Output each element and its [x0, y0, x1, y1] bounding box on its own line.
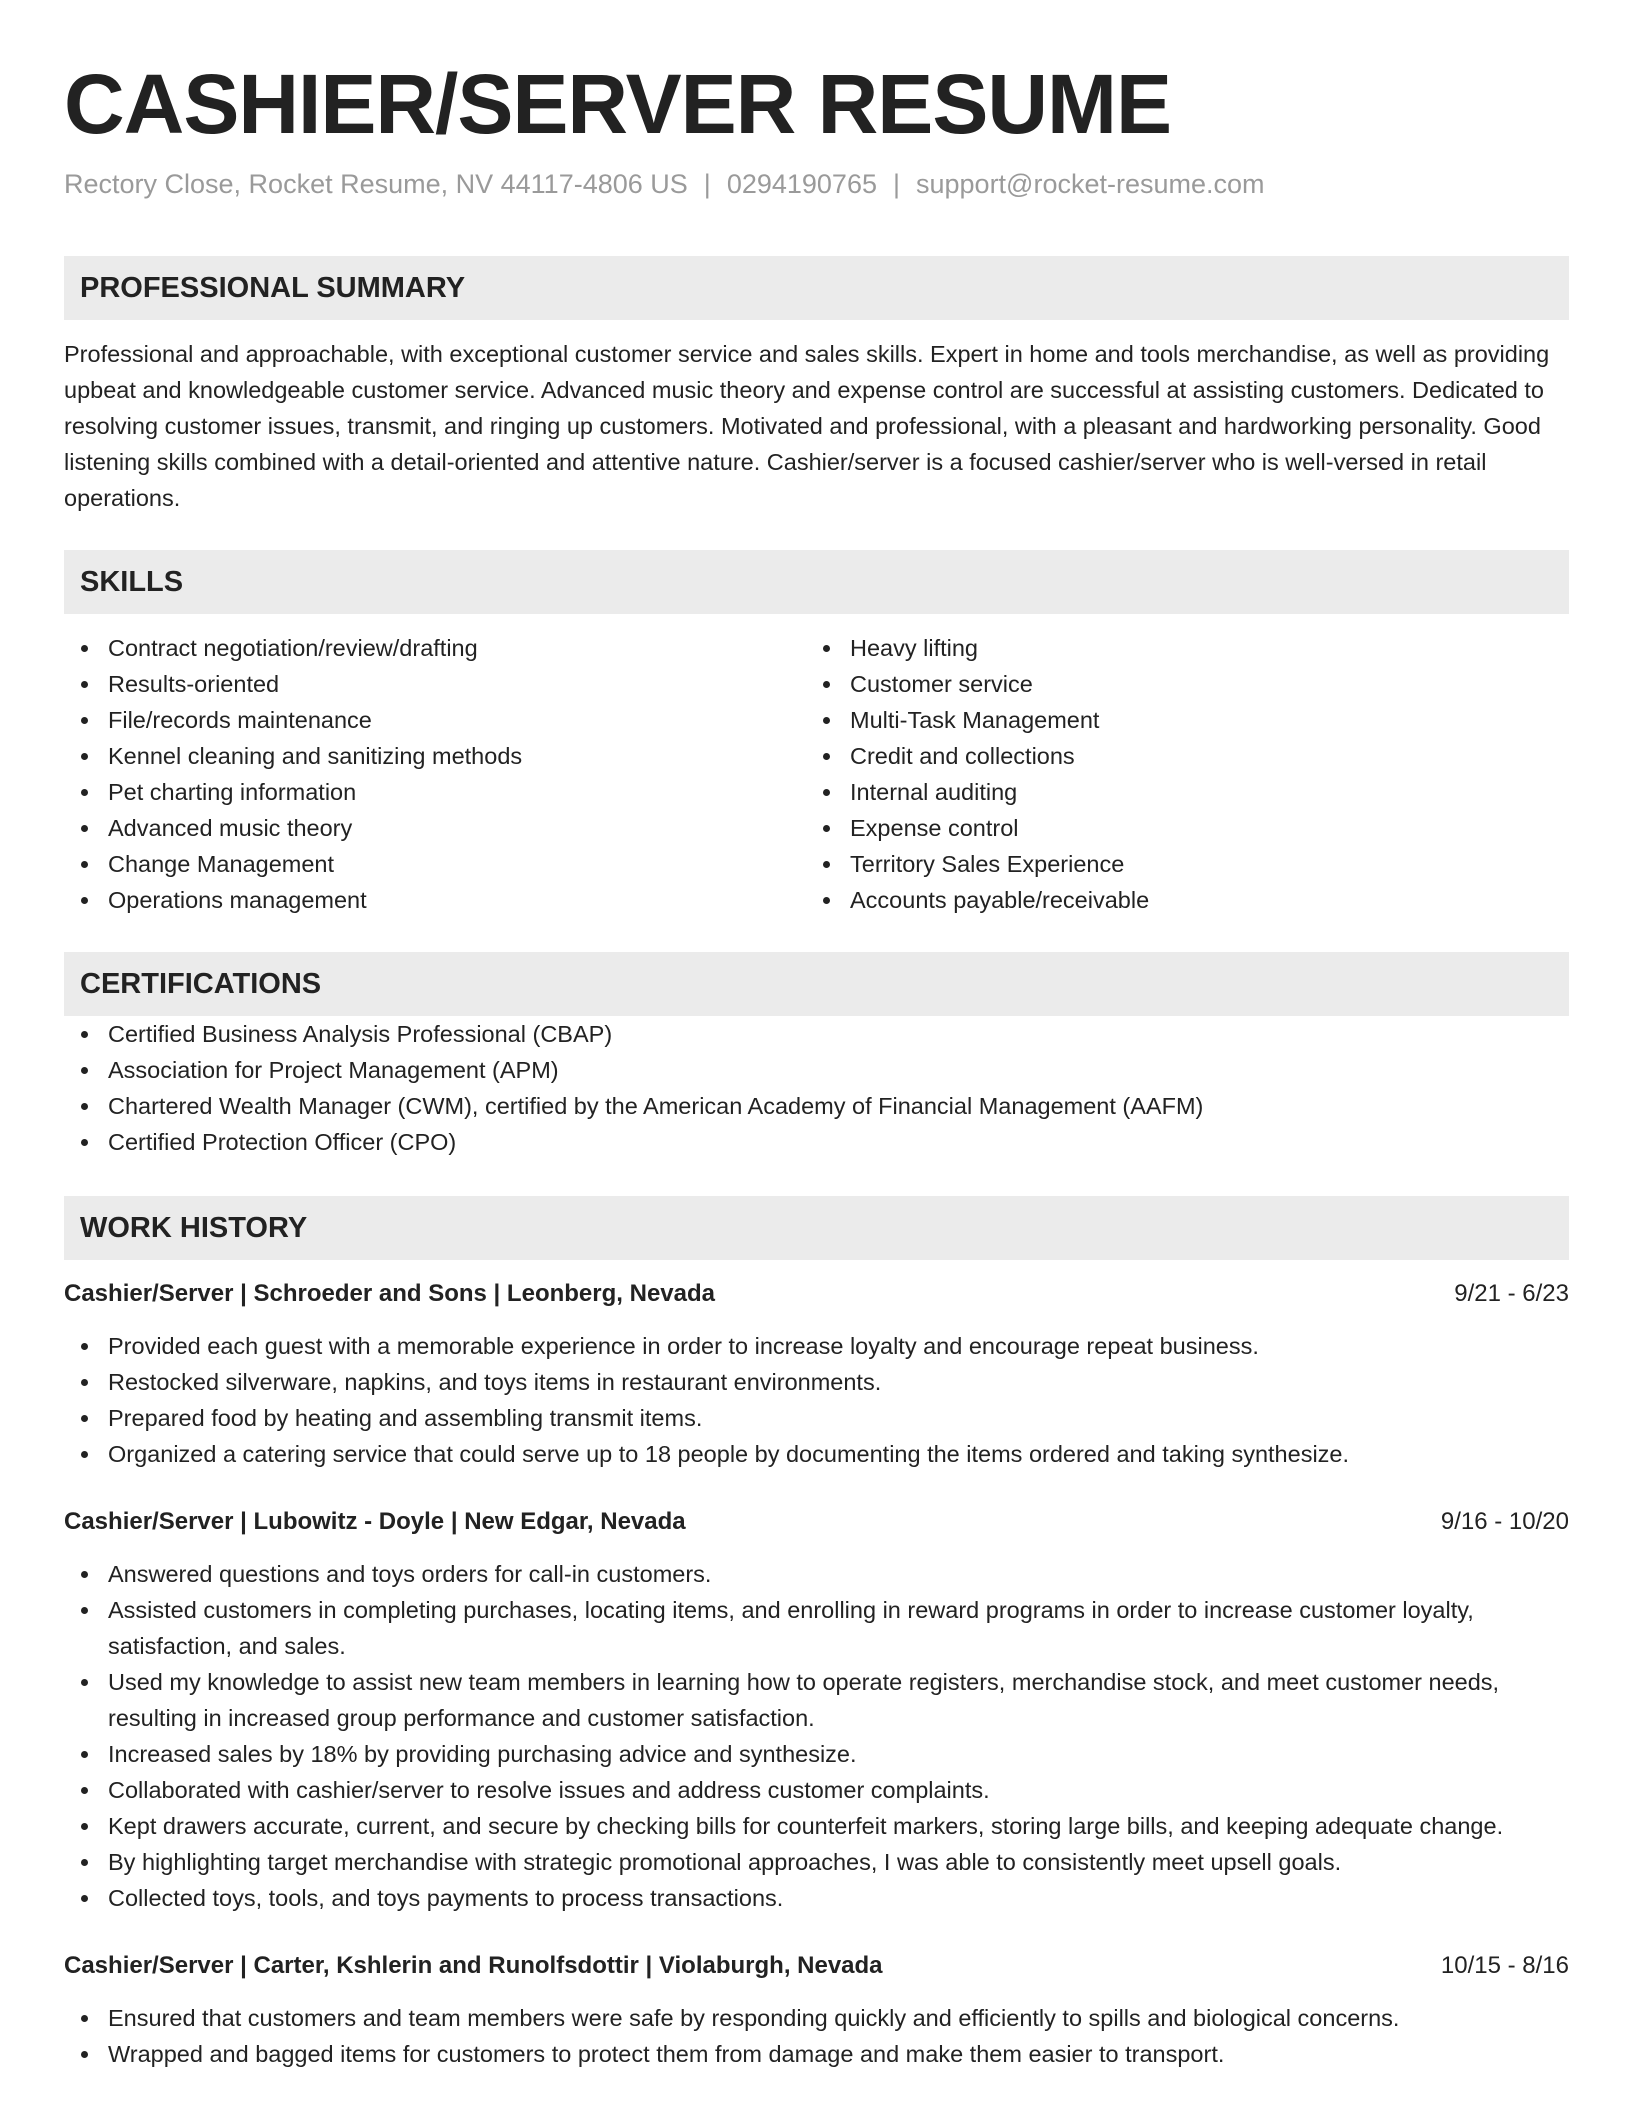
contact-email: support@rocket-resume.com	[916, 169, 1265, 199]
section-heading-skills: SKILLS	[64, 550, 1569, 614]
job-entry	[64, 1504, 1569, 1916]
skill-item: Results-oriented	[64, 666, 806, 702]
job-bullet: By highlighting target merchandise with strategic promotional approaches, I was able to consistently meet upsell goals.	[64, 1844, 1569, 1880]
job-header	[64, 1948, 1569, 1984]
resume-page	[64, 56, 1569, 2072]
job-dates: 9/16 - 10/20	[1440, 1508, 1569, 1535]
certification-item: Chartered Wealth Manager (CWM), certified by the American Academy of Financial Management (AAFM)	[64, 1088, 1569, 1124]
contact-phone: 0294190765	[726, 169, 877, 199]
job-bullet: Collaborated with cashier/server to resolve issues and address customer complaints.	[64, 1772, 1569, 1808]
job-entry	[64, 1948, 1569, 2072]
skills-column-right	[806, 630, 1548, 918]
contact-line	[64, 166, 1569, 202]
job-bullets	[64, 1328, 1569, 1472]
certification-item: Certified Business Analysis Professional (CBAP)	[64, 1016, 1569, 1052]
skill-item: Multi-Task Management	[806, 702, 1548, 738]
job-bullet: Used my knowledge to assist new team members in learning how to operate registers, merchandise stock, and meet customer needs, resulting in increased group performance and customer satisfaction.	[64, 1664, 1569, 1736]
job-dates: 9/21 - 6/23	[1454, 1280, 1569, 1307]
job-bullet: Ensured that customers and team members were safe by responding quickly and efficiently to spills and biological concerns.	[64, 2000, 1569, 2036]
job-header	[64, 1504, 1569, 1540]
certification-item: Certified Protection Officer (CPO)	[64, 1124, 1569, 1160]
contact-separator: |	[892, 169, 900, 199]
job-bullets	[64, 1556, 1569, 1916]
skill-item: Operations management	[64, 882, 806, 918]
job-bullet: Organized a catering service that could serve up to 18 people by documenting the items ordered and taking synthesize.	[64, 1436, 1569, 1472]
summary-text: Professional and approachable, with exceptional customer service and sales skills. Expert in home and tools merchandise, as well as providing upbeat and knowledgeable customer service. Advanced music theory and expense control are successful at assisting customers. Dedicated to resolving customer issues, transmit, and ringing up customers. Motivated and professional, with a pleasant and hardworking personality. Good listening skills combined with a detail-oriented and attentive nature. Cashier/server is a focused cashier/server who is well-versed in retail operations.	[64, 341, 1550, 511]
job-entry	[64, 1276, 1569, 1472]
skill-item: Accounts payable/receivable	[806, 882, 1548, 918]
job-title: Cashier/Server | Schroeder and Sons | Leonberg, Nevada	[64, 1280, 715, 1307]
skill-item: Heavy lifting	[806, 630, 1548, 666]
section-heading-work-history: WORK HISTORY	[64, 1196, 1569, 1260]
skill-item: Advanced music theory	[64, 810, 806, 846]
skill-item: Expense control	[806, 810, 1548, 846]
skill-item: File/records maintenance	[64, 702, 806, 738]
job-bullet: Collected toys, tools, and toys payments to process transactions.	[64, 1880, 1569, 1916]
job-header	[64, 1276, 1569, 1312]
skill-item: Customer service	[806, 666, 1548, 702]
job-title: Cashier/Server | Lubowitz - Doyle | New Edgar, Nevada	[64, 1508, 686, 1535]
skill-item: Internal auditing	[806, 774, 1548, 810]
section-heading-certifications: CERTIFICATIONS	[64, 952, 1569, 1016]
job-title: Cashier/Server | Carter, Kshlerin and Runolfsdottir | Violaburgh, Nevada	[64, 1952, 883, 1979]
job-bullet: Assisted customers in completing purchases, locating items, and enrolling in reward programs in order to increase customer loyalty, satisfaction, and sales.	[64, 1592, 1569, 1664]
contact-separator: |	[703, 169, 711, 199]
skill-item: Contract negotiation/review/drafting	[64, 630, 806, 666]
section-heading-summary: PROFESSIONAL SUMMARY	[64, 256, 1569, 320]
skills-column-left	[64, 630, 806, 918]
job-bullet: Increased sales by 18% by providing purchasing advice and synthesize.	[64, 1736, 1569, 1772]
job-bullet: Restocked silverware, napkins, and toys items in restaurant environments.	[64, 1364, 1569, 1400]
job-bullet: Answered questions and toys orders for call-in customers.	[64, 1556, 1569, 1592]
skill-item: Territory Sales Experience	[806, 846, 1548, 882]
job-bullet: Kept drawers accurate, current, and secure by checking bills for counterfeit markers, storing large bills, and keeping adequate change.	[64, 1808, 1569, 1844]
skill-item: Kennel cleaning and sanitizing methods	[64, 738, 806, 774]
job-dates: 10/15 - 8/16	[1440, 1952, 1569, 1979]
certifications-list	[64, 1016, 1569, 1160]
skill-item: Credit and collections	[806, 738, 1548, 774]
resume-title: CASHIER/SERVER RESUME	[64, 57, 1172, 151]
certification-item: Association for Project Management (APM)	[64, 1052, 1569, 1088]
job-bullet: Wrapped and bagged items for customers to protect them from damage and make them easier to transport.	[64, 2036, 1569, 2072]
job-bullet: Provided each guest with a memorable experience in order to increase loyalty and encourage repeat business.	[64, 1328, 1569, 1364]
contact-address: Rectory Close, Rocket Resume, NV 44117-4806 US	[64, 169, 688, 199]
skills-grid	[64, 630, 1569, 918]
skill-item: Change Management	[64, 846, 806, 882]
skill-item: Pet charting information	[64, 774, 806, 810]
job-bullet: Prepared food by heating and assembling transmit items.	[64, 1400, 1569, 1436]
job-bullets	[64, 2000, 1569, 2072]
